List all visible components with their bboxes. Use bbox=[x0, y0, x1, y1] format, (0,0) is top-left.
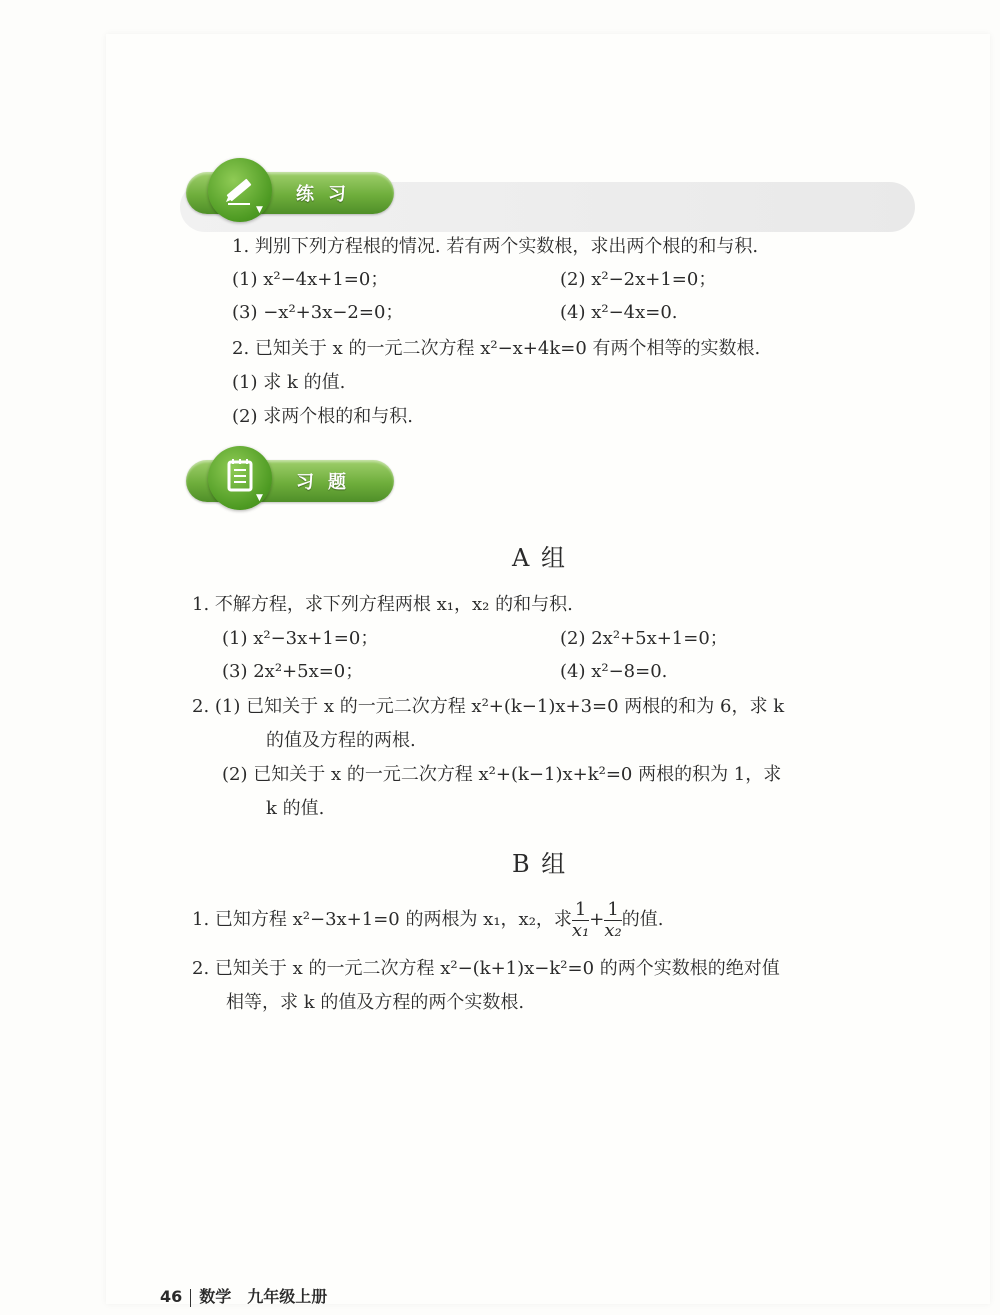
group-a-q2-part2-line1: (2) 已知关于 x 的一元二次方程 x²+(k−1)x+k²=0 两根的积为 1，求 bbox=[222, 764, 782, 785]
group-b-q2-line2: 相等，求 k 的值及方程的两个实数根. bbox=[226, 992, 525, 1013]
practice-q2-item-2: (2) 求两个根的和与积. bbox=[232, 406, 413, 427]
group-a-q1-item-1: (1) x²−3x+1=0； bbox=[222, 628, 379, 649]
fraction-1-numerator: 1 bbox=[572, 900, 589, 921]
practice-badge bbox=[208, 158, 272, 222]
practice-q1-item-3: (3) −x²+3x−2=0； bbox=[232, 302, 404, 323]
group-a-q1-item-4: (4) x²−8=0. bbox=[560, 661, 668, 682]
footer-divider bbox=[190, 1289, 191, 1307]
practice-q1-item-2: (2) x²−2x+1=0； bbox=[560, 269, 717, 290]
group-b-q2-line1: 2. 已知关于 x 的一元二次方程 x²−(k+1)x−k²=0 的两个实数根的绝对值 bbox=[192, 958, 780, 979]
practice-question-1: 1. 判别下列方程根的情况. 若有两个实数根，求出两个根的和与积. bbox=[232, 236, 759, 257]
practice-q1-item-4: (4) x²−4x=0. bbox=[560, 302, 678, 323]
practice-q2-item-1: (1) 求 k 的值. bbox=[232, 372, 346, 393]
book-title: 数学 九年级上册 bbox=[199, 1287, 328, 1306]
group-a-q2-part1-line1: 2. (1) 已知关于 x 的一元二次方程 x²+(k−1)x+3=0 两根的和为 6，求 k bbox=[192, 696, 785, 717]
notebook-icon bbox=[220, 456, 260, 496]
group-a-title: A 组 bbox=[512, 544, 567, 572]
group-a-question-1: 1. 不解方程，求下列方程两根 x₁，x₂ 的和与积. bbox=[192, 594, 573, 615]
group-a-q2-part2-line2: k 的值. bbox=[266, 798, 325, 819]
group-a-q1-item-3: (3) 2x²+5x=0； bbox=[222, 661, 364, 682]
practice-q1-item-1: (1) x²−4x+1=0； bbox=[232, 269, 389, 290]
practice-header bbox=[186, 172, 396, 216]
fraction-2-numerator: 1 bbox=[604, 900, 621, 921]
chevron-down-icon: ▼ bbox=[256, 205, 263, 215]
group-a-q2-part1-line2: 的值及方程的两根. bbox=[266, 730, 416, 751]
chevron-down-icon: ▼ bbox=[256, 493, 263, 503]
group-b-title: B 组 bbox=[512, 850, 568, 878]
group-b-q1-prefix: 1. 已知方程 x²−3x+1=0 的两根为 x₁，x₂，求 bbox=[192, 909, 572, 930]
exercises-header-label: 习题 bbox=[296, 472, 360, 493]
page-footer bbox=[160, 1284, 327, 1307]
fraction-1-over-x1 bbox=[572, 900, 589, 941]
practice-header-label: 练习 bbox=[296, 184, 360, 205]
fraction-1-over-x2 bbox=[604, 900, 621, 941]
plus-sign: + bbox=[589, 909, 605, 930]
fraction-1-denominator: x₁ bbox=[571, 919, 590, 941]
group-b-q1-suffix: 的值. bbox=[621, 909, 664, 930]
fraction-2-denominator: x₂ bbox=[604, 919, 622, 941]
group-a-q1-item-2: (2) 2x²+5x+1=0； bbox=[560, 628, 728, 649]
exercises-badge bbox=[208, 446, 272, 510]
pencil-icon bbox=[220, 168, 260, 208]
page-number: 46 bbox=[160, 1287, 183, 1306]
group-b-question-1 bbox=[192, 898, 664, 942]
exercises-header bbox=[186, 460, 396, 504]
practice-question-2: 2. 已知关于 x 的一元二次方程 x²−x+4k=0 有两个相等的实数根. bbox=[232, 338, 761, 359]
